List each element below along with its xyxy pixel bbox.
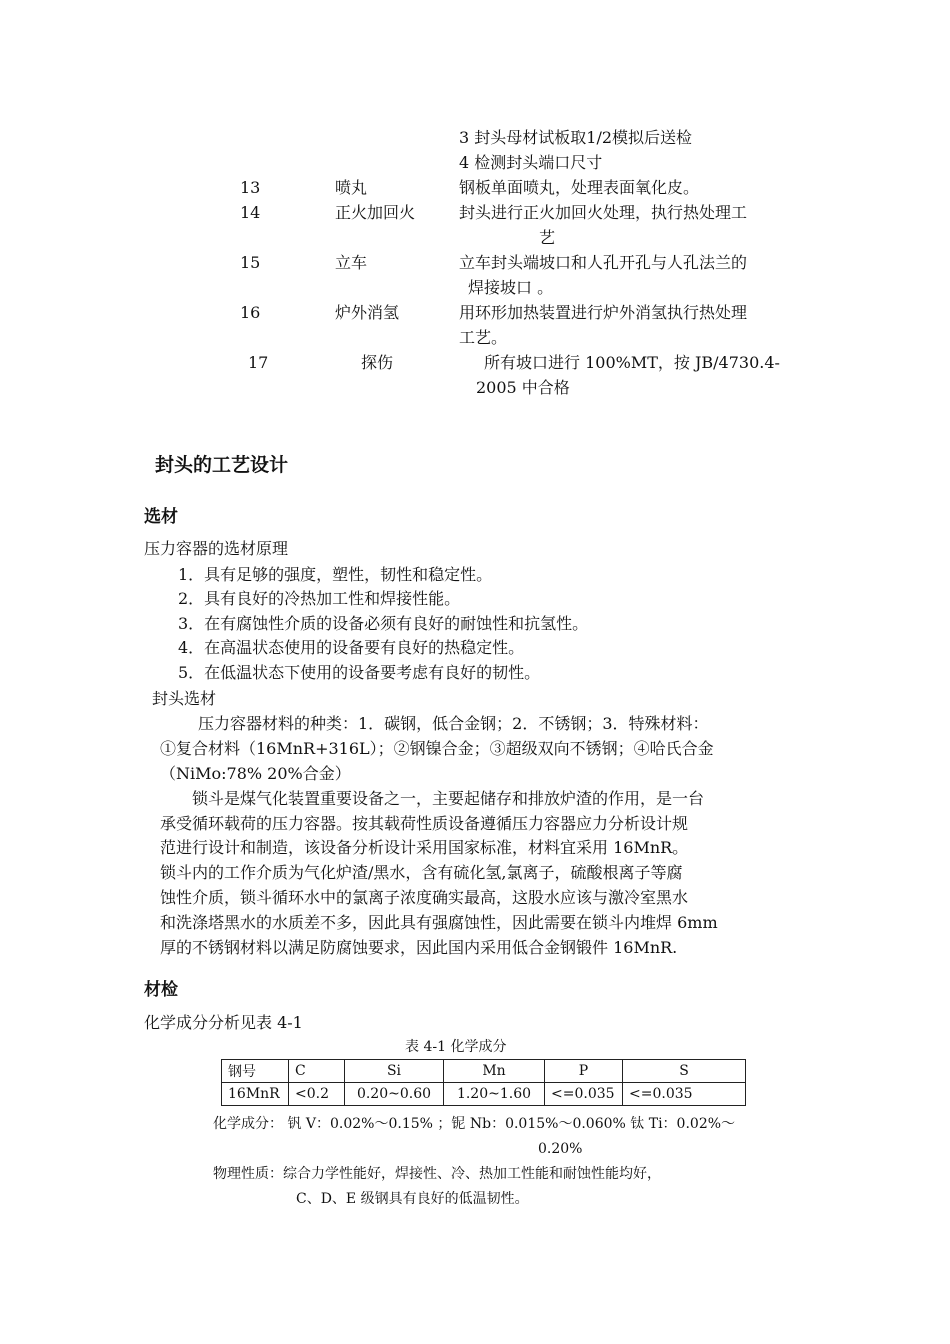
process-row-no: 17 bbox=[248, 353, 269, 372]
table-header-cell: 钢号 bbox=[222, 1060, 289, 1083]
principle-item: 5．在低温状态下使用的设备要考虑有良好的韧性。 bbox=[178, 663, 541, 682]
materials-line: （NiMo:78% 20%合金） bbox=[160, 764, 351, 783]
table-header-cell: C bbox=[289, 1060, 345, 1083]
process-row-no: 13 bbox=[240, 178, 261, 197]
process-continuation-line: 4 检测封头端口尺寸 bbox=[459, 153, 603, 172]
process-row-desc: 钢板单面喷丸，处理表面氧化皮。 bbox=[459, 178, 700, 197]
paragraph-line: 厚的不锈钢材料以满足防腐蚀要求，因此国内采用低合金钢锻件 16MnR. bbox=[160, 938, 678, 957]
paragraph-line: 范进行设计和制造，该设备分析设计采用国家标准，材料宜采用 16MnR。 bbox=[160, 838, 689, 857]
process-row-desc-cont: 工艺。 bbox=[459, 328, 508, 347]
process-row-desc: 用环形加热装置进行炉外消氢执行热处理 bbox=[459, 303, 748, 322]
process-row-desc: 封头进行正火加回火处理，执行热处理工 bbox=[459, 203, 748, 222]
materials-line: 压力容器材料的种类：1．碳钢，低合金钢；2．不锈钢；3．特殊材料： bbox=[198, 714, 709, 733]
process-row-desc: 所有坡口进行 100%MT，按 JB/4730.4- bbox=[484, 353, 780, 372]
section-title: 封头的工艺设计 bbox=[155, 454, 289, 476]
physical-property-line: 物理性质：综合力学性能好，焊接性、冷、热加工性能和耐蚀性能均好， bbox=[213, 1166, 661, 1182]
paragraph-line: 承受循环载荷的压力容器。按其载荷性质设备遵循压力容器应力分析设计规 bbox=[160, 814, 689, 833]
table-cell: 16MnR bbox=[222, 1083, 289, 1106]
table-cell: <=0.035 bbox=[545, 1083, 623, 1106]
table-header-row bbox=[222, 1060, 746, 1083]
paragraph-line: 和洗涤塔黑水的水质差不多，因此具有强腐蚀性，因此需要在锁斗内堆焊 6mm bbox=[160, 913, 718, 932]
process-continuation-line: 3 封头母材试板取1/2模拟后送检 bbox=[459, 128, 693, 147]
principle-item: 4．在高温状态使用的设备要有良好的热稳定性。 bbox=[178, 638, 525, 657]
principle-title: 压力容器的选材原理 bbox=[144, 539, 289, 558]
chemical-composition-table bbox=[221, 1059, 746, 1106]
process-row-step: 炉外消氢 bbox=[335, 303, 400, 322]
inspection-heading: 材检 bbox=[144, 980, 178, 1000]
process-row-no: 14 bbox=[240, 203, 261, 222]
process-row-desc: 立车封头端坡口和人孔开孔与人孔法兰的 bbox=[459, 253, 748, 272]
principle-item: 2．具有良好的冷热加工性和焊接性能。 bbox=[178, 589, 461, 608]
table-row bbox=[222, 1083, 746, 1106]
table-cell: 1.20~1.60 bbox=[444, 1083, 545, 1106]
chemical-composition-line: 化学成分： 钒 V：0.02%～0.15% ；铌 Nb：0.015%～0.060% 钛 Ti：0.02%～ bbox=[213, 1116, 736, 1132]
process-row-desc-cont: 2005 中合格 bbox=[476, 378, 570, 397]
table-cell: 0.20~0.60 bbox=[345, 1083, 444, 1106]
process-row-step: 正火加回火 bbox=[335, 203, 416, 222]
paragraph-line: 锁斗是煤气化装置重要设备之一，主要起储存和排放炉渣的作用，是一台 bbox=[192, 789, 705, 808]
physical-property-line: C、D、E 级钢具有良好的低温韧性。 bbox=[296, 1191, 529, 1207]
process-row-step: 探伤 bbox=[361, 353, 394, 372]
paragraph-line: 锁斗内的工作介质为气化炉渣/黑水，含有硫化氢,氯离子，硫酸根离子等腐 bbox=[160, 863, 683, 882]
process-row-desc-cont: 焊接坡口 。 bbox=[468, 278, 554, 297]
head-material-title: 封头选材 bbox=[152, 689, 217, 708]
table-header-cell: Si bbox=[345, 1060, 444, 1083]
principle-item: 1．具有足够的强度，塑性，韧性和稳定性。 bbox=[178, 565, 493, 584]
table-caption: 表 4-1 化学成分 bbox=[405, 1039, 507, 1055]
inspection-intro: 化学成分分析见表 4-1 bbox=[144, 1013, 303, 1032]
process-row-no: 15 bbox=[240, 253, 261, 272]
paragraph-line: 蚀性介质，锁斗循环水中的氯离子浓度确实最高，这股水应该与激冷室黑水 bbox=[160, 888, 689, 907]
table-header-cell: Mn bbox=[444, 1060, 545, 1083]
chemical-composition-line: 0.20% bbox=[538, 1141, 583, 1157]
selection-heading: 选材 bbox=[144, 507, 178, 527]
process-row-step: 喷丸 bbox=[335, 178, 368, 197]
process-row-desc-cont: 艺 bbox=[539, 228, 556, 247]
table-header-cell: S bbox=[623, 1060, 746, 1083]
table-cell: <0.2 bbox=[289, 1083, 345, 1106]
materials-line: ①复合材料（16MnR+316L）；②钢镍合金；③超级双向不锈钢；④哈氏合金 bbox=[160, 739, 714, 758]
principle-item: 3．在有腐蚀性介质的设备必须有良好的耐蚀性和抗氢性。 bbox=[178, 614, 589, 633]
process-row-step: 立车 bbox=[335, 253, 368, 272]
table-cell: <=0.035 bbox=[623, 1083, 746, 1106]
table-header-cell: P bbox=[545, 1060, 623, 1083]
process-row-no: 16 bbox=[240, 303, 261, 322]
